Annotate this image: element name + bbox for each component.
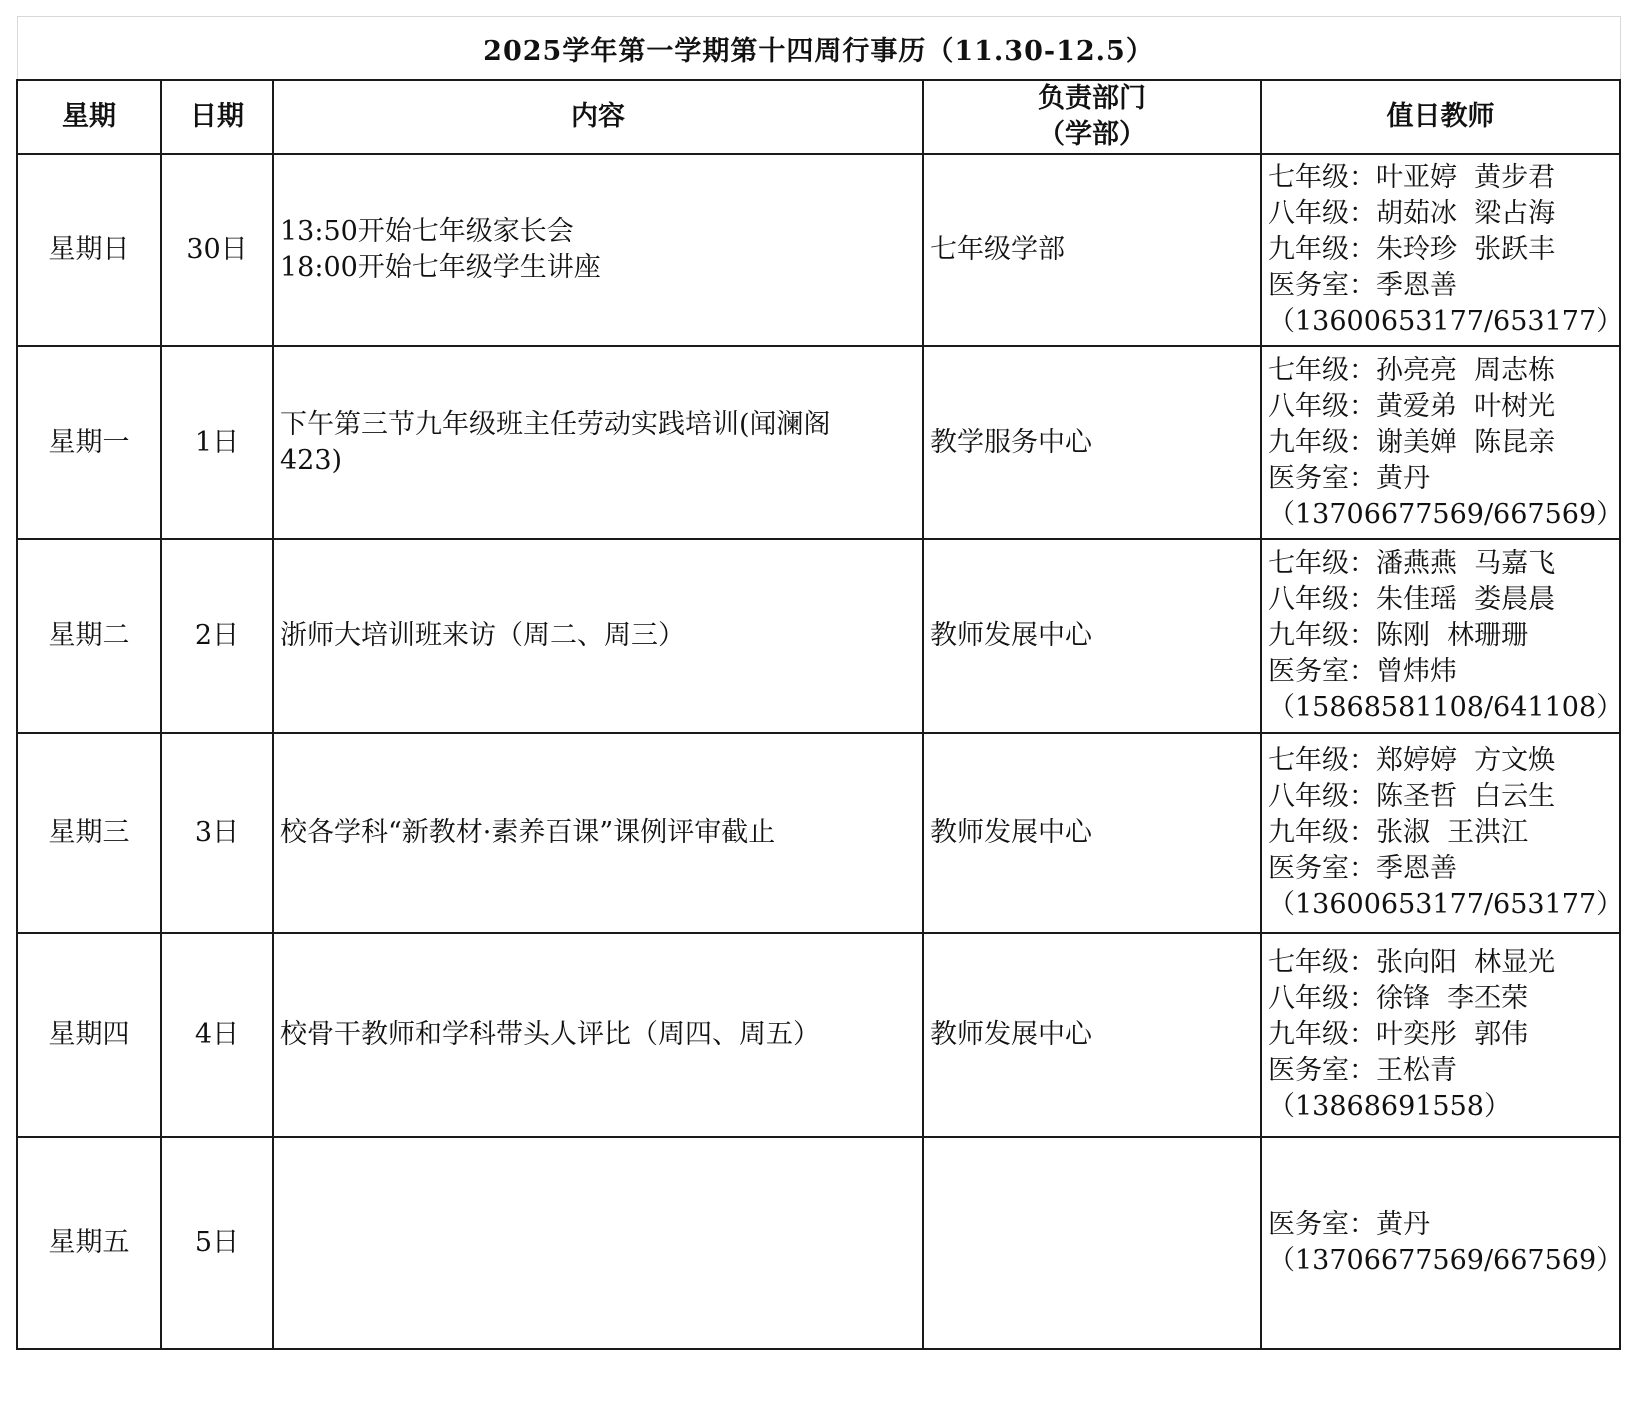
duty-line: 九年级：陈刚 林珊珊 xyxy=(1268,620,1529,651)
duty-line: （13600653177/653177） xyxy=(1268,306,1624,337)
cell-date: 1日 xyxy=(161,346,273,539)
duty-line: 医务室：王松青 xyxy=(1268,1055,1457,1086)
header-dept-line2: （学部） xyxy=(1038,119,1146,150)
header-week: 星期 xyxy=(17,80,161,154)
duty-line: （13706677569/667569） xyxy=(1268,498,1624,530)
content-line: 13:50开始七年级家长会 xyxy=(280,216,574,247)
cell-duty-teachers xyxy=(1261,154,1624,346)
header-dept-line1: 负责部门 xyxy=(1038,83,1146,114)
table-title: 2025学年第一学期第十四周行事历（11.30-12.5） xyxy=(17,17,1620,81)
table-row xyxy=(17,933,1620,1137)
content-line: 校各学科“新教材·素养百课”课例评审截止 xyxy=(280,817,776,848)
cell-date: 5日 xyxy=(161,1137,273,1349)
duty-line: 医务室：季恩善 xyxy=(1268,853,1457,884)
cell-department: 教学服务中心 xyxy=(923,346,1261,539)
duty-line: 八年级：朱佳瑶 娄晨晨 xyxy=(1268,584,1556,615)
duty-line: 九年级：朱玲珍 张跃丰 xyxy=(1268,234,1556,265)
cell-weekday: 星期一 xyxy=(17,346,161,539)
cell-duty-teachers xyxy=(1261,346,1624,539)
duty-line: 九年级：谢美婵 陈昆亲 xyxy=(1268,426,1556,458)
content-line: 423) xyxy=(280,444,343,476)
cell-department: 教师发展中心 xyxy=(923,933,1261,1137)
cell-department: 七年级学部 xyxy=(923,154,1261,346)
duty-line: 八年级：徐锋 李丕荣 xyxy=(1268,983,1529,1014)
table-row xyxy=(17,154,1620,346)
cell-content xyxy=(273,346,923,539)
cell-duty-teachers xyxy=(1261,539,1624,733)
duty-line: 七年级：张向阳 林显光 xyxy=(1268,947,1556,978)
duty-line: 医务室：季恩善 xyxy=(1268,270,1457,301)
duty-line: （13600653177/653177） xyxy=(1268,889,1624,920)
duty-line: 医务室：黄丹 xyxy=(1268,1209,1430,1240)
duty-line: 八年级：陈圣哲 白云生 xyxy=(1268,781,1556,812)
cell-content xyxy=(273,539,923,733)
cell-weekday: 星期二 xyxy=(17,539,161,733)
cell-date: 2日 xyxy=(161,539,273,733)
cell-weekday: 星期三 xyxy=(17,733,161,933)
duty-line: 医务室：曾炜炜 xyxy=(1268,656,1457,687)
cell-date: 30日 xyxy=(161,154,273,346)
cell-department xyxy=(923,1137,1261,1349)
duty-line: （15868581108/641108） xyxy=(1268,692,1624,723)
header-duty: 值日教师 xyxy=(1261,80,1620,154)
header-content: 内容 xyxy=(273,80,923,154)
duty-line: （13868691558） xyxy=(1268,1091,1511,1122)
content-line: 校骨干教师和学科带头人评比（周四、周五） xyxy=(280,1019,820,1050)
duty-line: 八年级：胡茹冰 梁占海 xyxy=(1268,198,1556,229)
duty-line: 九年级：叶奕彤 郭伟 xyxy=(1268,1019,1529,1050)
duty-line: 九年级：张淑 王洪江 xyxy=(1268,817,1529,848)
cell-weekday: 星期五 xyxy=(17,1137,161,1349)
schedule-sheet xyxy=(16,16,1624,1395)
duty-line: 医务室：黄丹 xyxy=(1268,462,1430,494)
content-line: 浙师大培训班来访（周二、周三） xyxy=(280,620,685,651)
cell-duty-teachers xyxy=(1261,933,1620,1137)
cell-department: 教师发展中心 xyxy=(923,539,1261,733)
header-date: 日期 xyxy=(161,80,273,154)
content-line: 下午第三节九年级班主任劳动实践培训(闻澜阁 xyxy=(280,408,831,440)
duty-line: 七年级：叶亚婷 黄步君 xyxy=(1268,162,1556,193)
table-row xyxy=(17,539,1620,733)
cell-department: 教师发展中心 xyxy=(923,733,1261,933)
weekly-schedule-table xyxy=(16,16,1624,1350)
cell-duty-teachers xyxy=(1261,1137,1624,1349)
table-row xyxy=(17,733,1620,933)
cell-content xyxy=(273,933,923,1137)
content-line: 18:00开始七年级学生讲座 xyxy=(280,252,601,283)
table-row xyxy=(17,1137,1620,1349)
duty-line: 七年级：郑婷婷 方文焕 xyxy=(1268,745,1556,776)
cell-weekday: 星期日 xyxy=(17,154,161,346)
table-row xyxy=(17,346,1620,539)
schedule-rows xyxy=(17,154,1624,1349)
cell-date: 3日 xyxy=(161,733,273,933)
duty-line: 七年级：孙亮亮 周志栋 xyxy=(1268,354,1556,386)
cell-content xyxy=(273,154,923,346)
cell-duty-teachers xyxy=(1261,733,1624,933)
header-dept xyxy=(923,80,1261,154)
header-row xyxy=(17,80,1620,154)
cell-content xyxy=(273,1137,923,1349)
cell-weekday: 星期四 xyxy=(17,933,161,1137)
duty-line: （13706677569/667569） xyxy=(1268,1245,1624,1276)
duty-line: 七年级：潘燕燕 马嘉飞 xyxy=(1268,548,1556,579)
cell-content xyxy=(273,733,923,933)
cell-date: 4日 xyxy=(161,933,273,1137)
duty-line: 八年级：黄爱弟 叶树光 xyxy=(1268,390,1556,422)
